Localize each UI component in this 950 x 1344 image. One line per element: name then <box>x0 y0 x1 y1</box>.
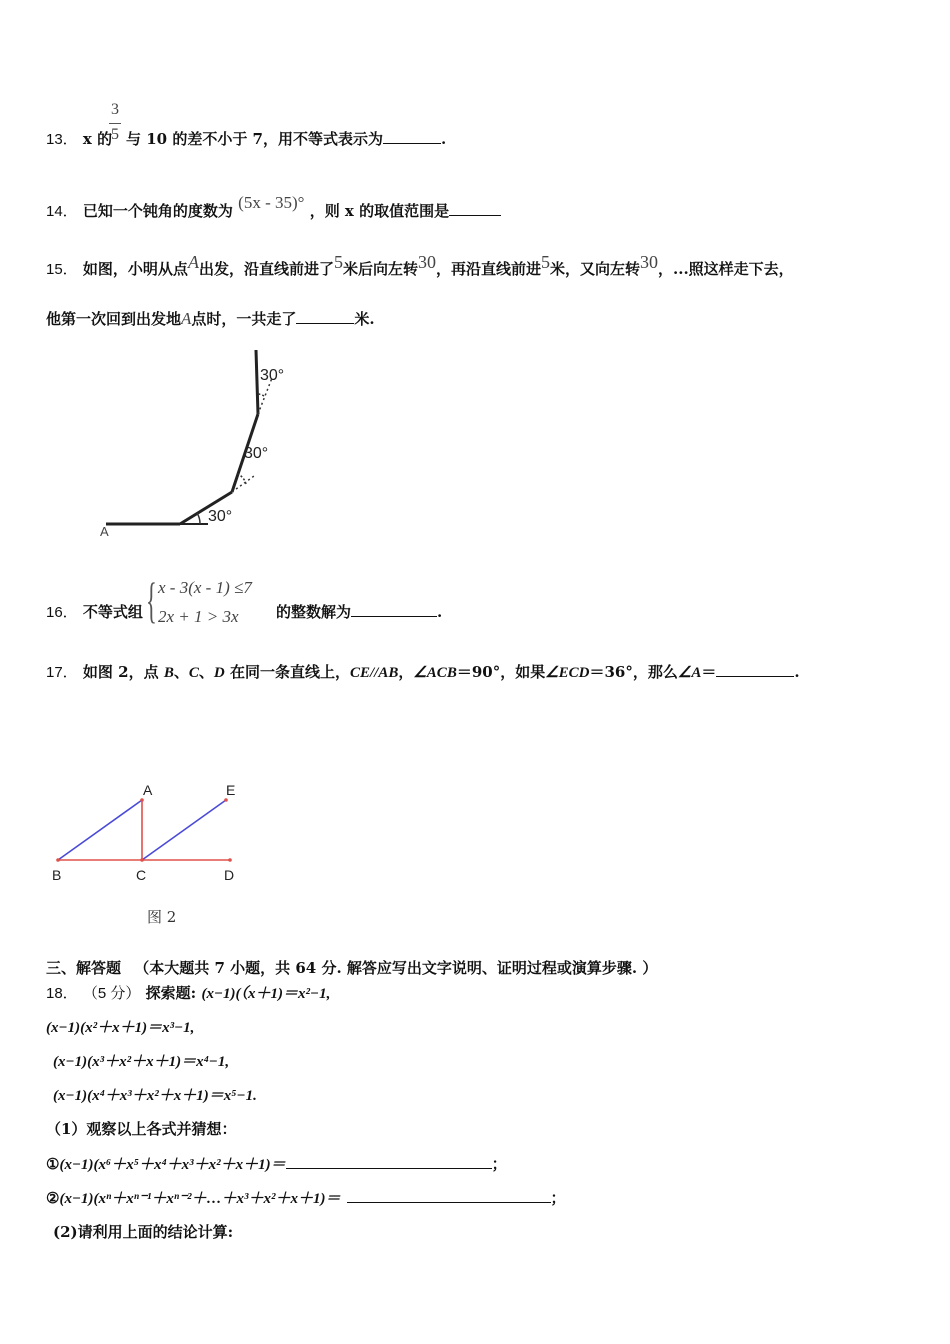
angle-label-2: 30° <box>244 445 269 462</box>
question-number: 14． <box>46 203 78 220</box>
answer-blank <box>296 310 354 324</box>
q13-of: 的 <box>97 130 113 148</box>
point-d: D <box>213 665 225 681</box>
section-title: 三、解答题 <box>46 959 122 977</box>
point-dot-a <box>140 798 144 802</box>
q13-text-line <box>126 128 446 149</box>
circle-number-1: ① <box>46 1155 60 1173</box>
inequality-2: 2x + 1 > 3x <box>158 607 239 626</box>
q15-t3: 米后向左转 <box>342 260 418 278</box>
path-segment-4 <box>256 350 258 414</box>
q15-line1 <box>46 252 794 279</box>
q18-header <box>46 982 330 1003</box>
section-note: （本大题共 7 小题，共 64 分. 解答应写出文字说明、证明过程或演算步骤. ） <box>134 959 658 977</box>
fraction-denominator: 5 <box>111 126 119 143</box>
q16-t2: 的整数解为 <box>276 603 352 621</box>
angle-30: 30 <box>417 252 436 272</box>
point-dot-e <box>224 798 228 802</box>
question-number: 18． <box>46 985 78 1002</box>
q14-line <box>46 193 501 221</box>
q15-t1: 如图，小明从点 <box>82 260 188 278</box>
q13-text: 与 10 的差不小于 7，用不等式表示为 <box>126 130 383 148</box>
angle-label-1: 30° <box>208 508 233 525</box>
q17-t2: 在同一条直线上， <box>229 663 350 681</box>
conjecture-1-expr: (x−1)(x⁶＋x⁵＋x⁴＋x³＋x²＋x＋1)＝ <box>59 1157 286 1173</box>
q17-line <box>46 661 800 682</box>
q17-end: . <box>794 663 800 681</box>
section-heading <box>46 957 657 978</box>
question-number: 13． <box>46 131 78 148</box>
q16-number-text <box>46 601 143 622</box>
angle-arc-1 <box>197 513 200 524</box>
angle-label-3: 30° <box>260 367 285 384</box>
q17-t5: ＝36°，那么 <box>589 663 678 681</box>
fraction-numerator: 3 <box>111 101 119 118</box>
equation-2: (x−1)(x²＋x＋1)＝x³−1, <box>46 1020 195 1036</box>
part-2: (2)请利用上面的结论计算: <box>53 1223 234 1241</box>
question-number: 17． <box>46 664 78 681</box>
answer-blank <box>286 1155 492 1169</box>
q15-t2: 出发，沿直线前进了 <box>198 260 334 278</box>
label-a: A <box>143 782 153 798</box>
q15-line2b: 点时，一共走了 <box>191 310 297 328</box>
point-dot-b <box>56 858 60 862</box>
point-a: A <box>181 309 192 328</box>
q15-t5: 米，又向左转 <box>549 260 640 278</box>
distance-5: 5 <box>333 252 343 272</box>
equation-3: (x−1)(x³＋x²＋x＋1)＝x⁴−1, <box>53 1054 230 1070</box>
answer-blank <box>449 202 501 216</box>
q17-t3: ， <box>398 663 414 681</box>
q14-text-b: ，则 x 的取值范围是 <box>309 202 450 220</box>
q15-line2a: 他第一次回到出发地 <box>46 310 182 328</box>
variable-x: x <box>82 130 92 148</box>
walk-path-figure <box>96 344 306 542</box>
distance-5: 5 <box>540 252 550 272</box>
answer-blank <box>716 663 794 677</box>
parallel-relation: CE//AB <box>349 665 399 681</box>
equation-4: (x−1)(x⁴＋x³＋x²＋x＋1)＝x⁵−1. <box>53 1088 257 1104</box>
angle-expression: (5x - 35)° <box>238 193 305 212</box>
conjecture-2-end: ； <box>550 1189 566 1207</box>
segment-ab <box>58 800 142 860</box>
q17-t4: ＝90°，如果 <box>456 663 546 681</box>
part-1: （1）观察以上各式并猜想： <box>46 1120 237 1138</box>
question-number: 15． <box>46 261 78 278</box>
conjecture-2 <box>46 1187 566 1208</box>
answer-blank <box>351 603 437 617</box>
q13-end: . <box>440 130 447 148</box>
label-c: C <box>136 867 147 883</box>
conjecture-2-expr: (x−1)(xⁿ＋xⁿ⁻¹＋xⁿ⁻²＋…＋x³＋x²＋x＋1)＝ <box>59 1191 341 1207</box>
angle-arc-2 <box>238 474 246 484</box>
fraction-bar <box>109 123 121 124</box>
q13-line <box>46 128 112 149</box>
q17-t6: ＝ <box>701 663 717 681</box>
q15-line2c: 米. <box>354 310 375 328</box>
system-brace: { <box>146 572 157 628</box>
equation-1: (x−1)(（x＋1)＝x²−1, <box>201 986 331 1002</box>
angle-30: 30 <box>640 252 658 272</box>
q17-sep1: 、 <box>173 663 189 681</box>
label-b: B <box>52 867 62 883</box>
circle-number-2: ② <box>46 1189 60 1207</box>
segment-ce <box>142 800 226 860</box>
q16-tail <box>276 601 442 622</box>
q15-t4: ，再沿直线前进 <box>435 260 541 278</box>
point-b: B <box>163 665 174 681</box>
point-dot-d <box>228 858 232 862</box>
q17-t1: 如图 2，点 <box>82 663 159 681</box>
score: （5 分） <box>82 985 141 1002</box>
answer-blank <box>383 130 441 144</box>
point-a: A <box>187 252 199 272</box>
point-c: C <box>188 665 199 681</box>
question-number: 16． <box>46 604 78 621</box>
answer-blank <box>347 1189 551 1203</box>
q18-label: 探索题: <box>145 984 197 1002</box>
q14-text-a: 已知一个钝角的度数为 <box>82 202 233 220</box>
q17-sep2: 、 <box>198 663 214 681</box>
inequality-1: x - 3(x - 1) ≤7 <box>158 578 252 597</box>
q15-line2 <box>46 308 375 329</box>
label-e: E <box>226 782 236 798</box>
angle-a: ∠A <box>677 665 702 681</box>
conjecture-1 <box>46 1153 507 1174</box>
conjecture-1-end: ； <box>491 1155 507 1173</box>
start-point-label: A <box>100 524 109 539</box>
point-dot-c <box>140 858 144 862</box>
q15-t6: ，...照这样走下去， <box>658 260 794 278</box>
q16-end: . <box>437 603 443 621</box>
angle-ecd: ∠ECD <box>545 665 590 681</box>
label-d: D <box>224 867 235 883</box>
angle-acb: ∠ACB <box>413 665 457 681</box>
q16-t1: 不等式组 <box>82 603 143 621</box>
figure-caption: 图 2 <box>147 908 177 926</box>
